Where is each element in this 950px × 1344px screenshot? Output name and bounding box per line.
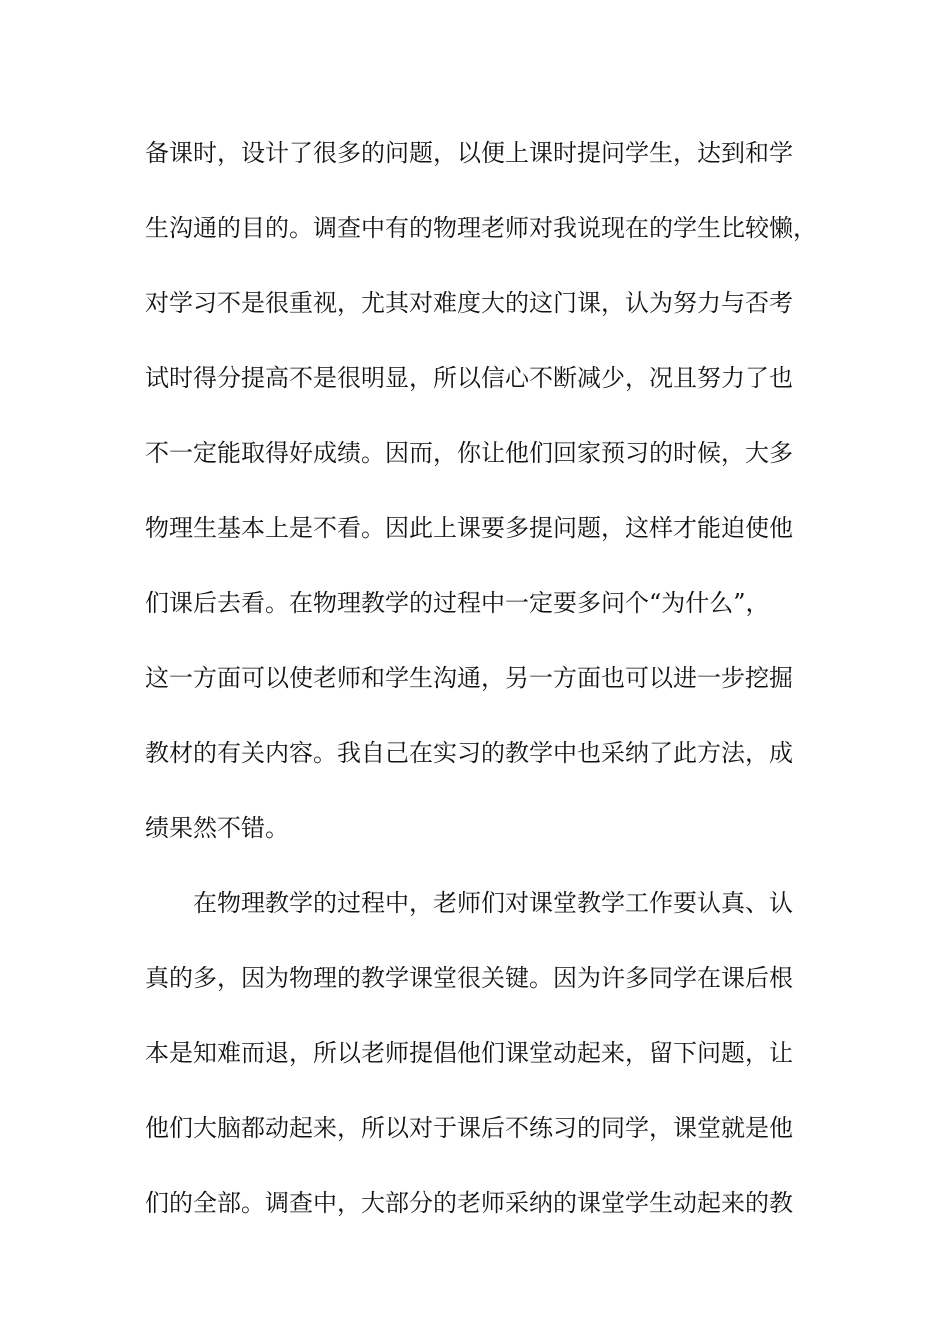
text-line: 真的多，因为物理的教学课堂很关键。因为许多同学在课后根 bbox=[145, 964, 793, 992]
paragraph-first-line: 在物理教学的过程中，老师们对课堂教学工作要认真、认 bbox=[193, 889, 793, 917]
text-line: 这一方面可以使老师和学生沟通，另一方面也可以进一步挖掘 bbox=[145, 664, 793, 692]
text-line: 试时得分提高不是很明显，所以信心不断减少，况且努力了也 bbox=[145, 364, 793, 392]
text-line: 生沟通的目的。调查中有的物理老师对我说现在的学生比较懒， bbox=[145, 214, 817, 242]
text-line: 教材的有关内容。我自己在实习的教学中也采纳了此方法，成 bbox=[145, 739, 793, 767]
text-line: 们的全部。调查中，大部分的老师采纳的课堂学生动起来的教 bbox=[145, 1189, 793, 1217]
text-line: 他们大脑都动起来，所以对于课后不练习的同学，课堂就是他 bbox=[145, 1114, 793, 1142]
text-line: 不一定能取得好成绩。因而，你让他们回家预习的时候，大多 bbox=[145, 439, 793, 467]
text-line: 物理生基本上是不看。因此上课要多提问题，这样才能迫使他 bbox=[145, 514, 793, 542]
text-line: 们课后去看。在物理教学的过程中一定要多问个“为什么”， bbox=[145, 589, 770, 617]
text-line: 对学习不是很重视，尤其对难度大的这门课，认为努力与否考 bbox=[145, 289, 793, 317]
text-line: 本是知难而退，所以老师提倡他们课堂动起来，留下问题，让 bbox=[145, 1039, 793, 1067]
text-line: 备课时，设计了很多的问题，以便上课时提问学生，达到和学 bbox=[145, 139, 793, 167]
text-line: 绩果然不错。 bbox=[145, 814, 289, 842]
